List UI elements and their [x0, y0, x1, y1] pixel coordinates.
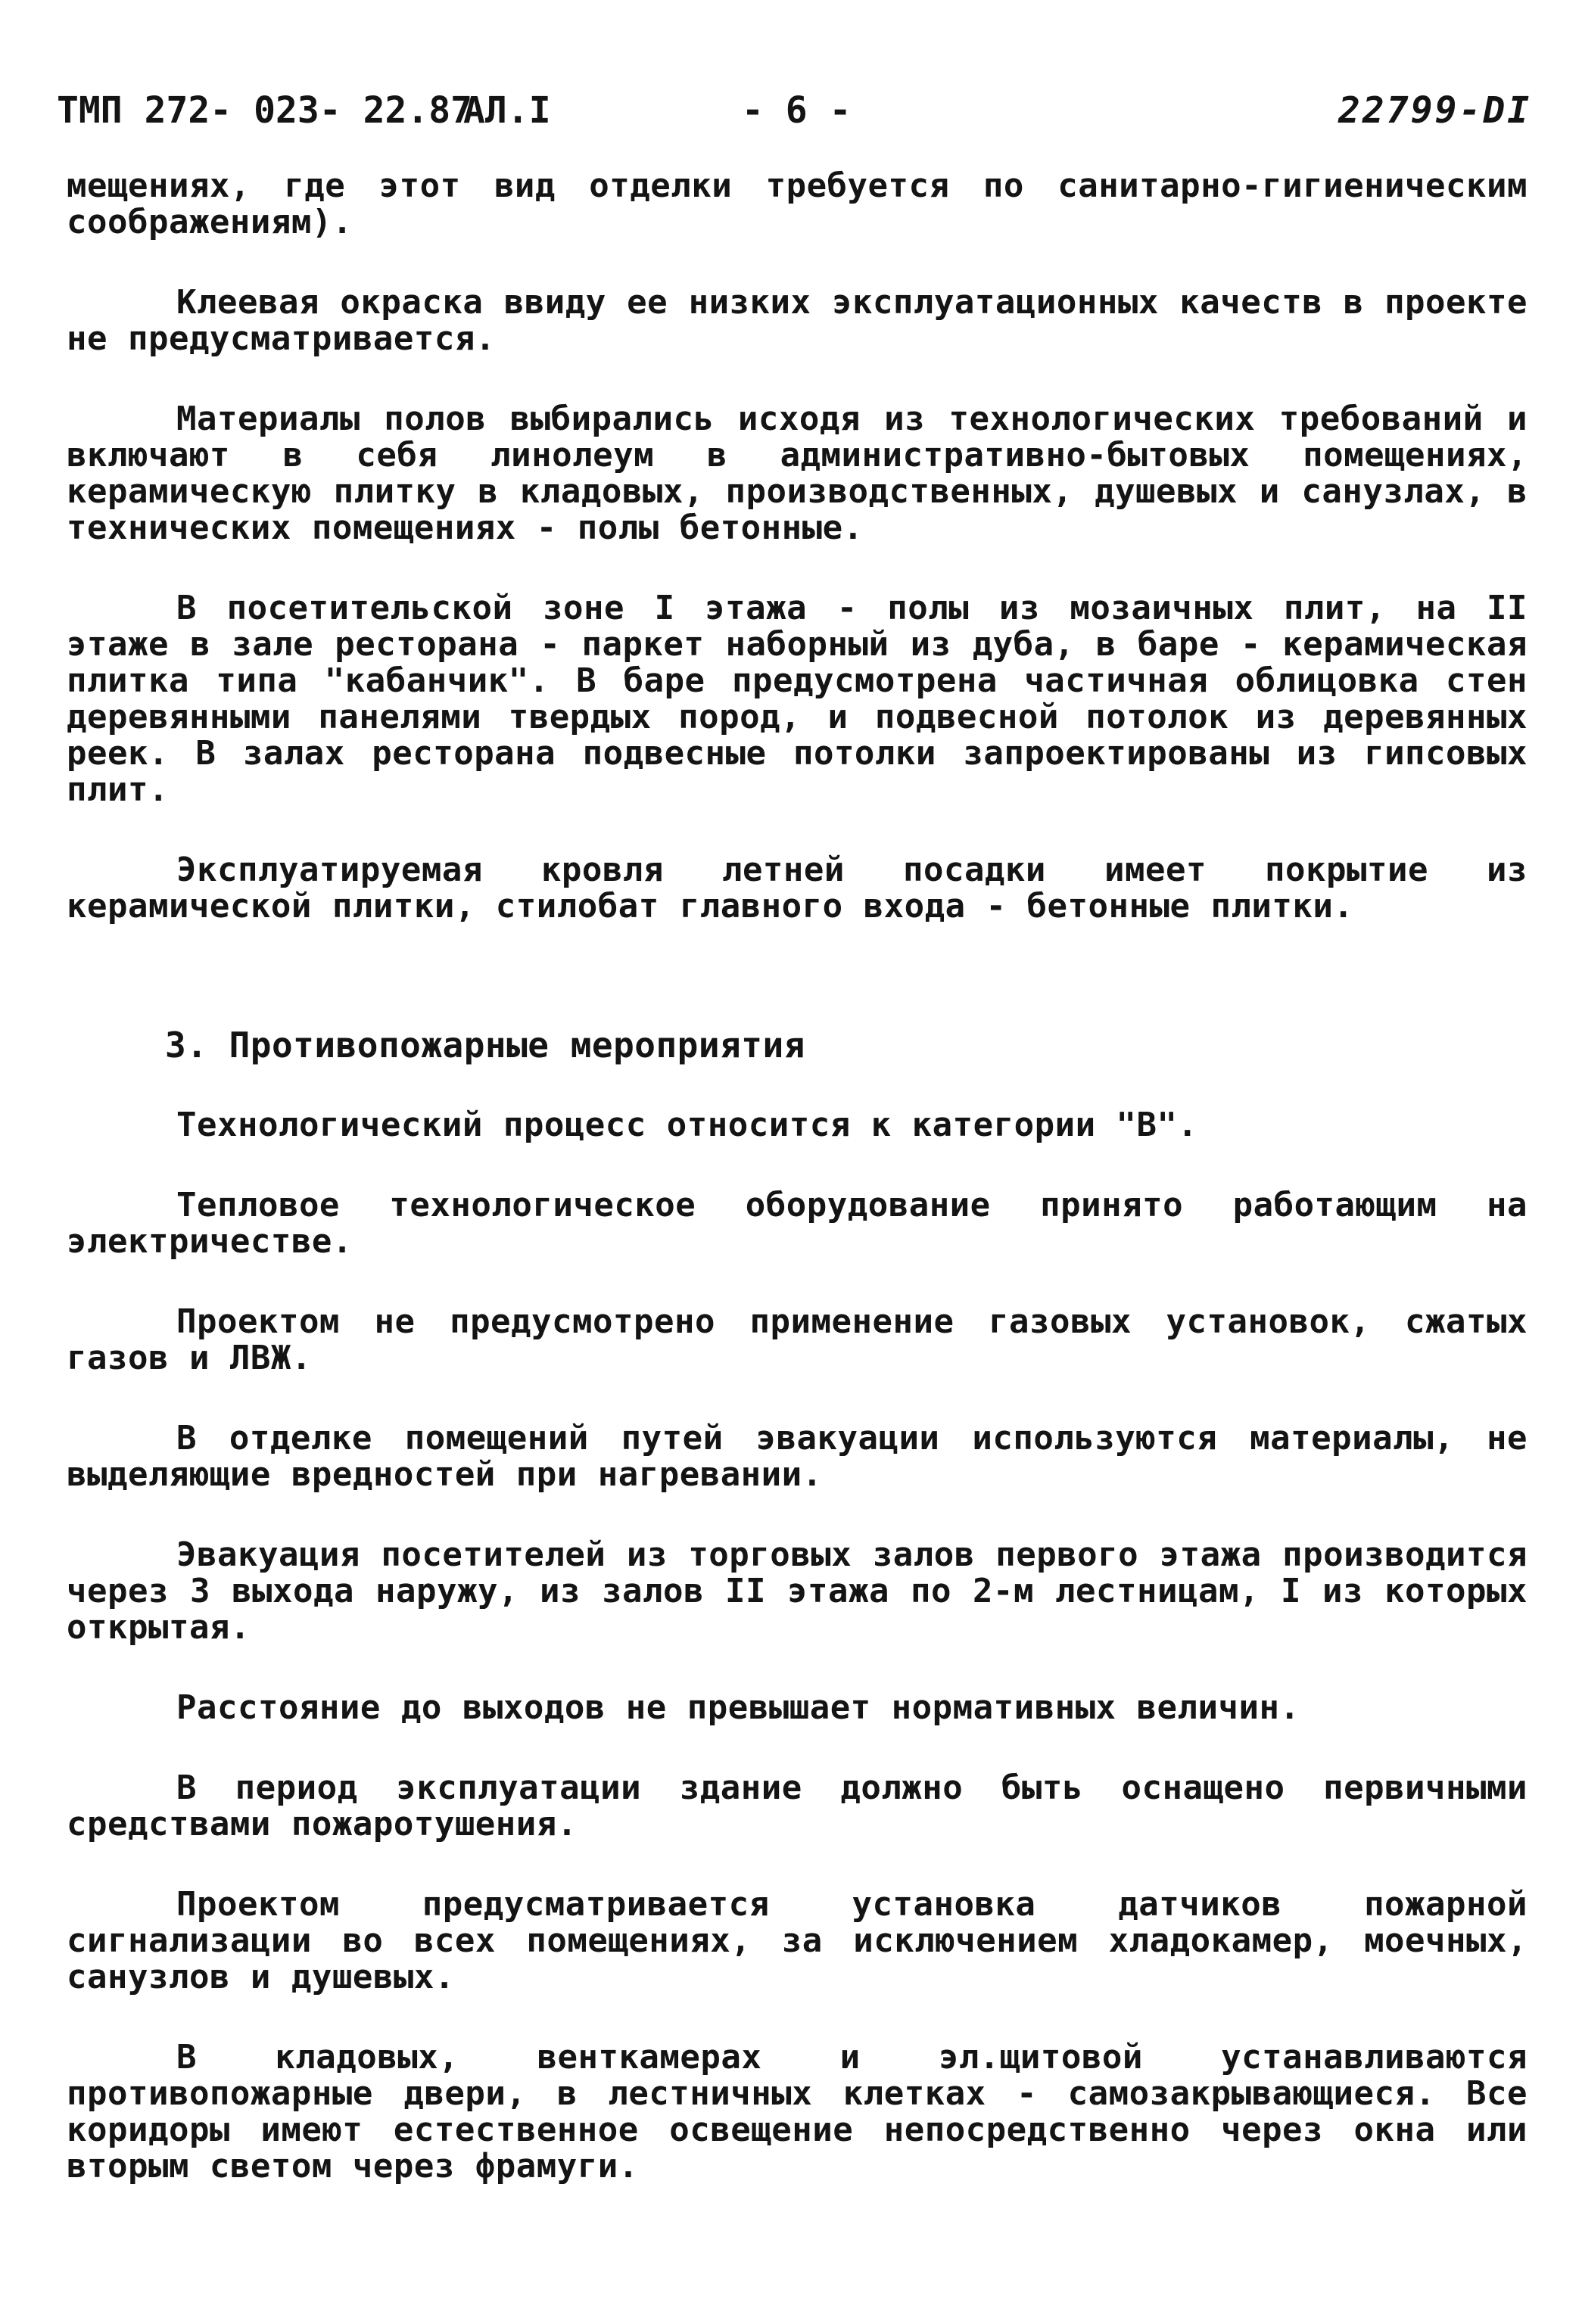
paragraph-continuation: мещениях, где этот вид отделки требуется по санитарно-гигиеническим соображениям). [67, 166, 1528, 241]
document-code: ТМП 272- 023- 22.87 [57, 89, 473, 132]
sheet-label: АЛ.I [463, 89, 551, 132]
paragraph-visitor-zone: В посетительской зоне I этажа - полы из мозаичных плит, на II этаже в зале ресторана - паркет наборный из дуба, в баре - керамическая плитка типа "кабанчик". В баре предусмотрена частичная облицовка стен деревянными панелями твердых пород, и подвесной потолок из деревянных реек. В залах ресторана подвесные потолки запроектированы из гипсовых плит. [67, 589, 1528, 809]
document-number: 22799-DI [1338, 89, 1532, 132]
paragraph-gas: Проектом не предусмотрено применение газовых установок, сжатых газов и ЛВЖ. [67, 1302, 1528, 1377]
document-body [67, 168, 1528, 2185]
paragraph-thermal-equipment: Тепловое технологическое оборудование принято работающим на электричестве. [67, 1186, 1528, 1261]
paragraph-floor-materials: Материалы полов выбирались исходя из технологических требований и включают в себя линолеум в административно-бытовых помещениях, керамическую плитку в кладовых, производственных, душевых и санузлах, в технических помещениях - полы бетонные. [67, 400, 1528, 547]
paragraph-distance: Расстояние до выходов не превышает нормативных величин. [176, 1688, 1300, 1727]
paragraph-glue-paint: Клеевая окраска ввиду ее низких эксплуатационных качеств в проекте не предусматривается. [67, 283, 1528, 358]
paragraph-extinguishers: В период эксплуатации здание должно быть оснащено первичными средствами пожаротушения. [67, 1769, 1528, 1843]
paragraph-evacuation: Эвакуация посетителей из торговых залов первого этажа производится через 3 выхода наружу, из залов II этажа по 2-м лестницам, I из которых открытая. [67, 1535, 1528, 1647]
paragraph-fire-alarm: Проектом предусматривается установка датчиков пожарной сигнализации во всех помещениях, за исключением хладокамер, моечных, санузлов и душевых. [67, 1885, 1528, 1996]
paragraph-fire-doors: В кладовых, венткамерах и эл.щитовой устанавливаются противопожарные двери, в лестничных клетках - самозакрывающиеся. Все коридоры имеют естественное освещение непосредственно через окна или вторым светом через фрамуги. [67, 2038, 1528, 2186]
paragraph-category: Технологический процесс относится к категории "В". [176, 1106, 1198, 1144]
paragraph-evacuation-materials: В отделке помещений путей эвакуации используются материалы, не выделяющие вредностей при нагревании. [67, 1419, 1528, 1494]
section-title: 3. Противопожарные мероприятия [165, 1025, 805, 1066]
page-number: - 6 - [742, 89, 852, 132]
paragraph-roof: Эксплуатируемая кровля летней посадки имеет покрытие из керамической плитки, стилобат главного входа - бетонные плитки. [67, 851, 1528, 926]
page-header [0, 89, 1582, 135]
